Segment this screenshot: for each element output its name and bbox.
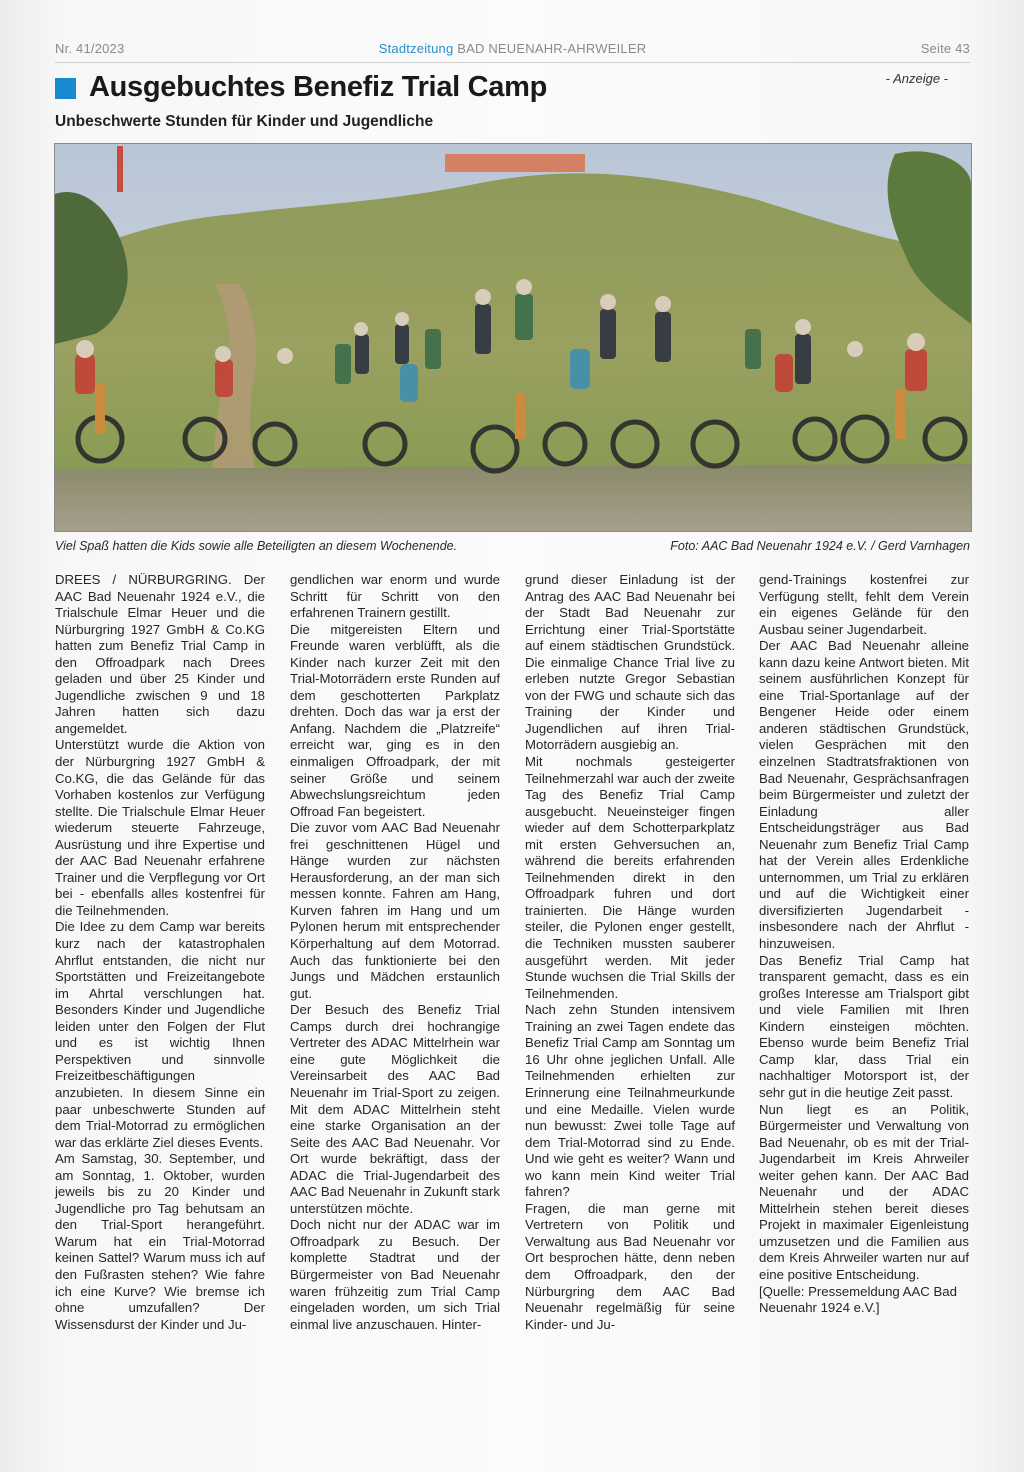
flag — [117, 146, 123, 192]
page-header — [55, 38, 970, 63]
article-title-row — [55, 70, 547, 104]
paragraph: Die mitgereisten Eltern und Freunde waren verblüfft, als die Kinder nach kurzer Zeit mit den Trial-Motorrädern erste Runden auf dem geschotterten Parkplatz drehten. Doch das war ja erst der Anfang. Nachdem die „Platzreife“ erreicht war, ging es in den einmaligen Offroadpark, der mit seiner Größe und seinem Abwechslungsreichtum jeden Offroad Fan begeistert. — [290, 621, 500, 819]
paragraph: Nun liegt es an Politik, Bürgermeister und Verwaltung von Bad Neuenahr, ob es mit der Trial-Jugendarbeit im Kreis Ahrweiler weiter gehen kann. Der AAC Bad Neuenahr und der ADAC Mittelrhein stehen bereit dieses Projekt in maximaler Eigenleistung umzusetzen und die Familien aus dem Kreis Ahrweiler warten nur auf eine positive Entscheidung. — [759, 1101, 969, 1282]
article-column-2 — [290, 572, 500, 1333]
paragraph: Der AAC Bad Neuenahr alleine kann dazu keine Antwort bieten. Mit seinem ausführlichen Konzept für eine Trial-Sportanlage auf der Bengener Heide oder einem anderen städtischen Grundstück, vielen Gesprächen mit den einzelnen Stadtratsfraktionen von Bad Neuenahr, Gesprächsanfragen beim Bürgermeister und zuletzt der Einladung aller Entscheidungsträger aus Bad Neuenahr zum Benefiz Trial Camp hat der Verein alles Erdenkliche unternommen, um Trial zu erklären und auf die Wichtigkeit einer diversifizierten Jugendarbeit - insbesondere nach der Ahrflut - hinzuweisen. — [759, 638, 969, 952]
paragraph: Fragen, die man gerne mit Vertretern von Politik und Verwaltung aus Bad Neuenahr vor Ort besprochen hätte, denn neben dem Offroadpark, den der Nürburgring dem AAC Bad Neuenahr regelmäßig für seine Kinder- und Ju- — [525, 1200, 735, 1332]
advertisement-label: - Anzeige - — [885, 71, 948, 86]
newspaper-city: BAD NEUENAHR-AHRWEILER — [457, 41, 647, 56]
source-note: [Quelle: Pressemeldung AAC Bad Neuenahr 1924 e.V.] — [759, 1283, 957, 1316]
page-number: Seite 43 — [920, 41, 970, 56]
article-photo — [54, 143, 972, 532]
article-column-3 — [525, 572, 735, 1333]
article-body — [55, 572, 971, 1452]
issue-number: Nr. 41/2023 — [55, 41, 125, 56]
paragraph: Mit nochmals gesteigerter Teilnehmerzahl war auch der zweite Tag des Benefiz Trial Camp ausgebucht. Neueinsteiger fingen wieder auf dem Schotterparkplatz mit ersten Gehversuchen an, während die bereits erfahrenden Teilnehmenden direkt in den Offroadpark fuhren und dort trainierten. Die Hänge wurden steiler, die Pylonen enger gestellt, die Techniken mussten sauberer ausgeführt werden. Mit jeder Stunde wuchsen die Trial Skills der Teilnehmenden. — [525, 754, 735, 1001]
paragraph: Der Besuch des Benefiz Trial Camps durch drei hochrangige Vertreter des ADAC Mittelrhein war eine gute Möglichkeit die Vereinsarbeit des AAC Bad Neuenahr im Trial-Sport zu zeigen. Mit dem ADAC Mittelrhein steht eine starke Organisation an der Seite des AAC Bad Neuenahr. Vor Ort wurde bekräftigt, dass der ADAC die Trial-Jugendarbeit des AAC Bad Neuenahr in Zukunft stark unterstützen möchte. — [290, 1002, 500, 1216]
photo-credit: Foto: AAC Bad Neuenahr 1924 e.V. / Gerd Varnhagen — [670, 539, 970, 553]
article-subtitle: Unbeschwerte Stunden für Kinder und Jugendliche — [55, 113, 434, 130]
photo-caption: Viel Spaß hatten die Kids sowie alle Beteiligten an diesem Wochenende. — [55, 539, 458, 553]
paragraph: Am Samstag, 30. September, und am Sonntag, 1. Oktober, wurden jeweils bis zu 20 Kinder und Jugendliche pro Tag behutsam an den Trial-Sport herangeführt. Warum hat ein Trial-Motorrad keinen Sattel? Warum muss ich auf den Fußrasten stehen? Wie fahre ich eine Kurve? Wie bremse ich ohne umzufallen? Der Wissensdurst der Kinder und Ju- — [55, 1151, 265, 1332]
banner — [445, 154, 585, 172]
newspaper-name — [55, 41, 970, 56]
paragraph: Doch nicht nur der ADAC war im Offroadpark zu Besuch. Der komplette Stadtrat und der Bürgermeister von Bad Neuenahr waren frühzeitig zum Trial Camp eingeladen worden, um sich Trial einmal live anzuschauen. Hinter- — [290, 1217, 500, 1332]
group-photo-illustration — [55, 144, 971, 531]
paragraph: Das Benefiz Trial Camp hat transparent gemacht, dass es ein großes Interesse am Trialsport gibt und viele Familien mit Ihren Kindern einsteigen möchten. Ebenso wurde beim Benefiz Trial Camp klar, dass Trial ein nachhaltiger Motorsport ist, der sehr gut in die heutige Zeit passt. — [759, 952, 969, 1100]
paragraph: gend-Trainings kostenfrei zur Verfügung stellt, fehlt dem Verein ein eigenes Gelände für den Ausbau seiner Jugendarbeit. — [759, 572, 969, 637]
paragraph: Nach zehn Stunden intensivem Training an zwei Tagen endete das Benefiz Trial Camp am Sonntag um 16 Uhr ohne jeglichen Unfall. Alle Teilnehmenden erhielten zur Erinnerung eine Teilnahmeurkunde und eine Medaille. Vielen wurde nun bewusst: Zwei tolle Tage auf dem Trial-Motorrad sind zu Ende. Und wie geht es weiter? Wann und wo kann mein Kind weiter Trial fahren? — [525, 1002, 735, 1200]
gravel-ground — [55, 464, 971, 531]
paragraph: Unterstützt wurde die Aktion von der Nürburgring 1927 GmbH & Co.KG, die das Gelände für das Vorhaben kostenlos zur Verfügung stellte. Die Trialschule Elmar Heuer wiederum steuerte Fahrzeuge, Ausrüstung und ihre Expertise und der AAC Bad Neuenahr erfahrene Trainer und die Verpflegung vor Ort bei - ebenfalls alles kostenfrei für die Teilnehmenden. — [55, 737, 265, 918]
paragraph: DREES / NÜRBURGRING. Der AAC Bad Neuenahr 1924 e.V., die Trialschule Elmar Heuer und die Nürburgring 1927 GmbH & Co.KG hatten zum Benefiz Trial Camp in den Offroadpark nach Drees geladen und über 25 Kinder und Jugendliche zwischen 9 und 18 Jahren hatten sich dazu angemeldet. — [55, 572, 265, 736]
paragraph: Die Idee zu dem Camp war bereits kurz nach der katastrophalen Ahrflut entstanden, die nicht nur Sportstätten und Freizeitangebote im Ahrtal verschlungen hat. Besonders Kinder und Jugendliche leiden unter den Folgen der Flut und es ist wichtig Ihnen Perspektiven und sinnvolle Freizeitbeschäftigungen anzubieten. In diesem Sinne ein paar unbeschwerte Stunden auf dem Trial-Motorrad zu ermöglichen war das erklärte Ziel dieses Events. — [55, 919, 265, 1150]
article-column-1 — [55, 572, 265, 1333]
paragraph: gendlichen war enorm und wurde Schritt für Schritt von den erfahrenen Trainern gestillt. — [290, 572, 500, 621]
newspaper-brand: Stadtzeitung — [378, 41, 454, 56]
paragraph: grund dieser Einladung ist der Antrag des AAC Bad Neuenahr bei der Stadt Bad Neuenahr zur Errichtung einer Trial-Sportstätte auf einem städtischen Grundstück. Die einmalige Chance Trial live zu erleben nutzte Gregor Sebastian von der FWG und schaute sich das Training der Kinder und Jugendlichen auf ihren Trial-Motorrädern ausgiebig an. — [525, 572, 735, 753]
paragraph: Die zuvor vom AAC Bad Neuenahr frei geschnittenen Hügel und Hänge wurden zur nächsten Herausforderung, an der man sich messen konnte. Fahren am Hang, Kurven fahren im Hang und um Pylonen herum mit entsprechender Körperhaltung auf dem Motorrad. Auch das funktionierte bei den Jungs und Mädchen erstaunlich gut. — [290, 820, 500, 1001]
title-square-icon — [55, 78, 76, 99]
article-title: Ausgebuchtes Benefiz Trial Camp — [89, 70, 548, 103]
article-column-4 — [759, 572, 969, 1317]
